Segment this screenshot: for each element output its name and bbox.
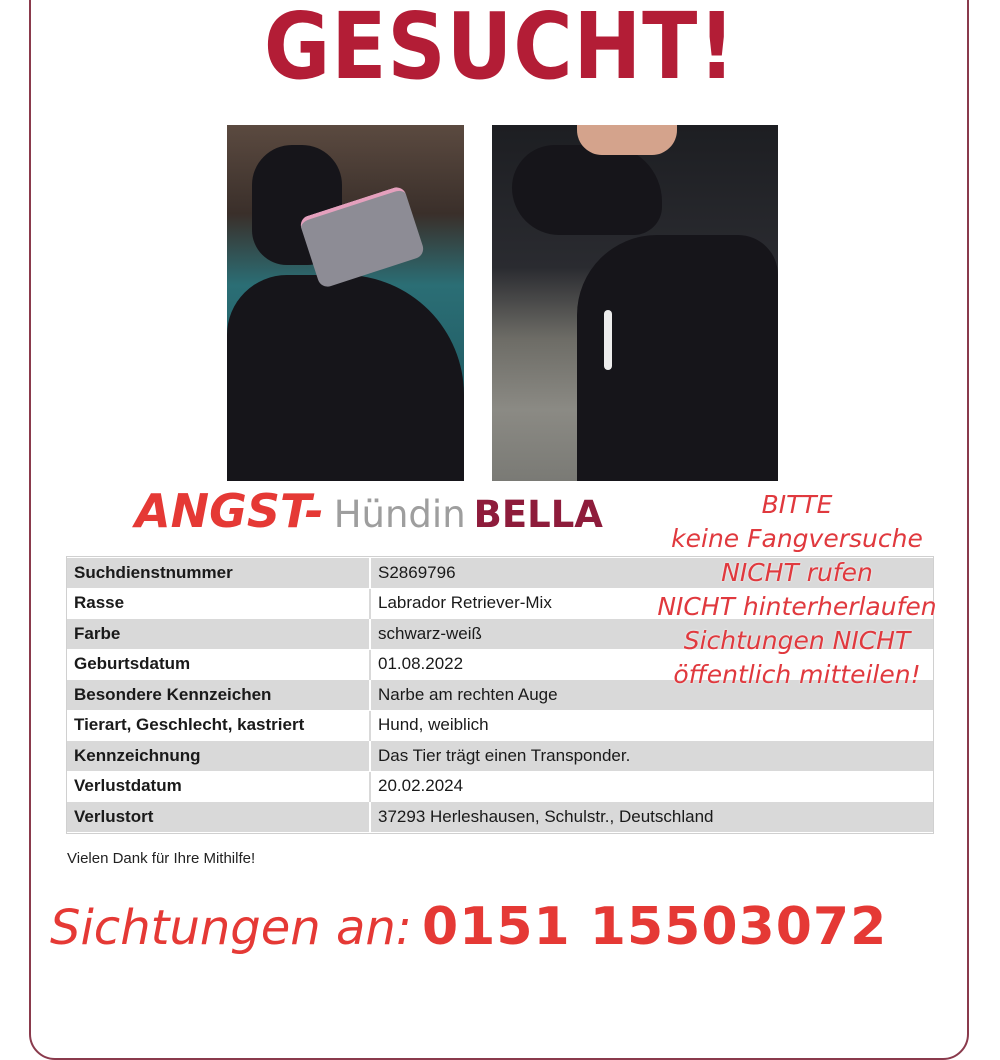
dog-body-shape [227, 275, 464, 481]
table-row [67, 710, 933, 741]
caption-huendin: Hündin [333, 493, 466, 536]
row-label: Verlustort [67, 802, 370, 833]
row-value: Hund, weiblich [370, 710, 933, 741]
caption-dog-name: BELLA [473, 493, 603, 536]
row-value: 37293 Herleshausen, Schulstr., Deutschland [370, 802, 933, 833]
contact-line [50, 897, 887, 957]
table-row [67, 741, 933, 772]
row-label: Verlustdatum [67, 771, 370, 802]
row-label: Farbe [67, 619, 370, 650]
row-label: Rasse [67, 588, 370, 619]
dog-photo-lying [227, 125, 464, 481]
row-value: Narbe am rechten Auge [370, 680, 933, 711]
dog-photo-sitting [492, 125, 778, 481]
dog-caption [135, 484, 603, 544]
hand-shape [577, 125, 677, 155]
warning-line: NICHT hinterherlaufen [657, 592, 937, 621]
row-label: Geburtsdatum [67, 649, 370, 680]
thanks-text: Vielen Dank für Ihre Mithilfe! [67, 850, 256, 867]
warning-note [622, 488, 972, 692]
row-value: Labrador Retriever-Mix [370, 588, 933, 619]
table-row [67, 802, 933, 833]
row-label: Besondere Kennzeichen [67, 680, 370, 711]
poster-title: GESUCHT! [263, 0, 737, 100]
table-row [67, 771, 933, 802]
contact-label: Sichtungen an: [50, 900, 412, 956]
row-value: Das Tier trägt einen Transponder. [370, 741, 933, 772]
row-label: Tierart, Geschlecht, kastriert [67, 710, 370, 741]
row-label: Kennzeichnung [67, 741, 370, 772]
caption-angst: ANGST- [135, 484, 324, 538]
dog-head-shape [512, 145, 662, 235]
row-label: Suchdienstnummer [67, 558, 370, 589]
warning-line: NICHT rufen [721, 558, 873, 587]
row-value: 01.08.2022 [370, 649, 933, 680]
row-value: 20.02.2024 [370, 771, 933, 802]
warning-line: keine Fangversuche [671, 524, 923, 553]
warning-line: öffentlich mitteilen! [673, 660, 921, 689]
warning-line: Sichtungen NICHT [683, 626, 911, 655]
chest-marking [604, 310, 612, 370]
row-value: S2869796 [370, 558, 933, 589]
contact-phone[interactable]: 0151 15503072 [421, 897, 888, 957]
warning-line: BITTE [761, 490, 833, 519]
row-value: schwarz-weiß [370, 619, 933, 650]
